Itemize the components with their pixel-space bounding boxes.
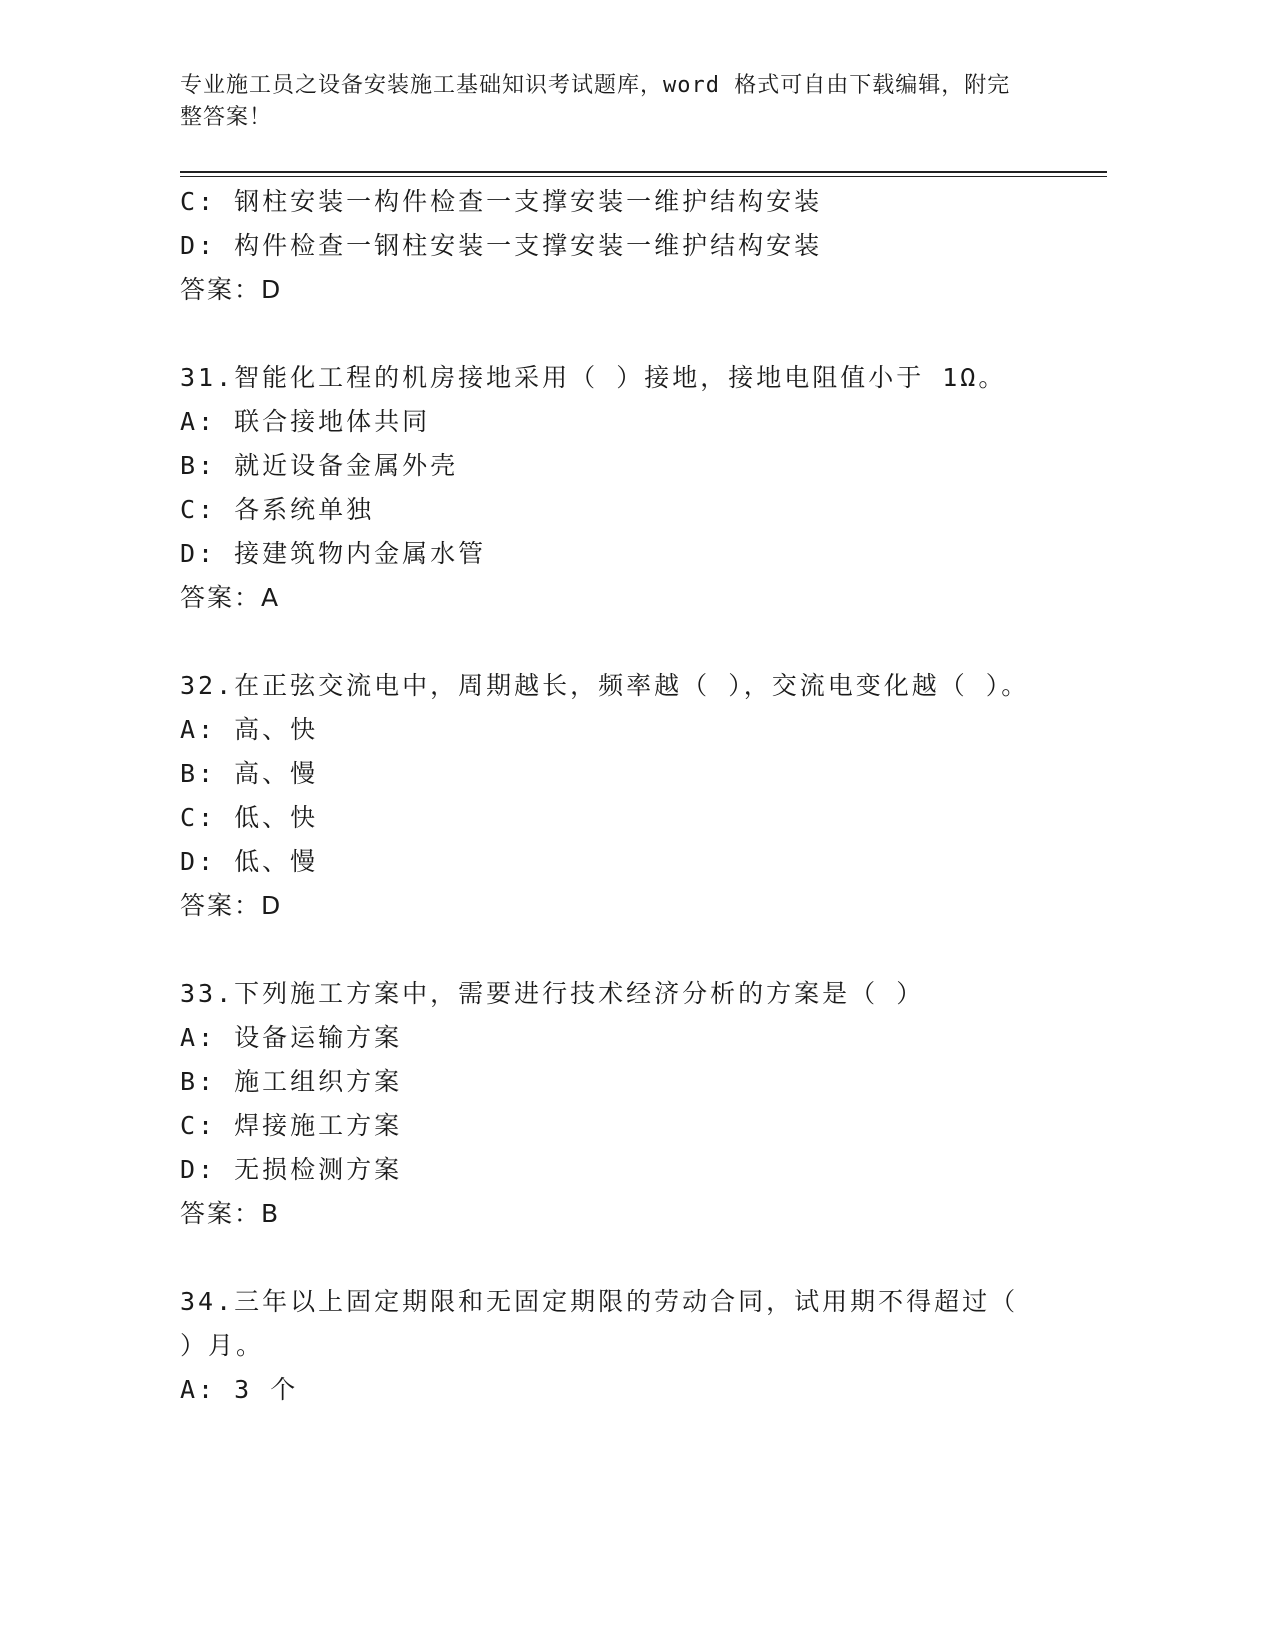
option-b: B: 施工组织方案 <box>180 1067 403 1096</box>
option-c: C: 各系统单独 <box>180 495 375 524</box>
question-stem: 31.智能化工程的机房接地采用（ ）接地，接地电阻值小于 1Ω。 <box>180 363 1007 392</box>
answer-line: 答案：D <box>180 275 283 304</box>
question-33 <box>180 972 1080 1236</box>
spacer <box>180 620 1080 664</box>
option-d: D: 接建筑物内金属水管 <box>180 539 487 568</box>
question-34 <box>180 1280 1080 1412</box>
option-d: D: 构件检查一钢柱安装一支撑安装一维护结构安装 <box>180 231 823 260</box>
header-rule-thin <box>180 176 1107 177</box>
spacer <box>180 312 1080 356</box>
option-b: B: 高、慢 <box>180 759 319 788</box>
spacer <box>180 1236 1080 1280</box>
question-stem: 33.下列施工方案中，需要进行技术经济分析的方案是（ ） <box>180 979 925 1008</box>
option-b: B: 就近设备金属外壳 <box>180 451 459 480</box>
answer-line: 答案：A <box>180 583 281 612</box>
option-a: A: 3 个 <box>180 1375 299 1404</box>
header-rule-thick <box>180 171 1107 173</box>
question-list <box>180 180 1080 1412</box>
option-a: A: 联合接地体共同 <box>180 407 431 436</box>
option-a: A: 高、快 <box>180 715 319 744</box>
option-c: C: 焊接施工方案 <box>180 1111 403 1140</box>
option-a: A: 设备运输方案 <box>180 1023 403 1052</box>
option-d: D: 无损检测方案 <box>180 1155 403 1184</box>
question-31 <box>180 356 1080 620</box>
question-stem: 32.在正弦交流电中，周期越长，频率越（ ），交流电变化越（ ）。 <box>180 671 1030 700</box>
answer-line: 答案：D <box>180 891 283 920</box>
header-line-2: 整答案！ <box>180 105 273 130</box>
question-stem: 34.三年以上固定期限和无固定期限的劳动合同，试用期不得超过（ <box>180 1287 1019 1316</box>
option-d: D: 低、慢 <box>180 847 319 876</box>
document-header <box>180 70 1040 134</box>
answer-line: 答案：B <box>180 1199 281 1228</box>
question-32 <box>180 664 1080 928</box>
question-stem-continued: ）月。 <box>180 1331 265 1360</box>
option-c: C: 低、快 <box>180 803 319 832</box>
option-c: C: 钢柱安装一构件检查一支撑安装一维护结构安装 <box>180 187 823 216</box>
question-continued <box>180 180 1080 312</box>
header-line-1: 专业施工员之设备安装施工基础知识考试题库，word 格式可自由下载编辑，附完 <box>180 73 1011 98</box>
spacer <box>180 928 1080 972</box>
